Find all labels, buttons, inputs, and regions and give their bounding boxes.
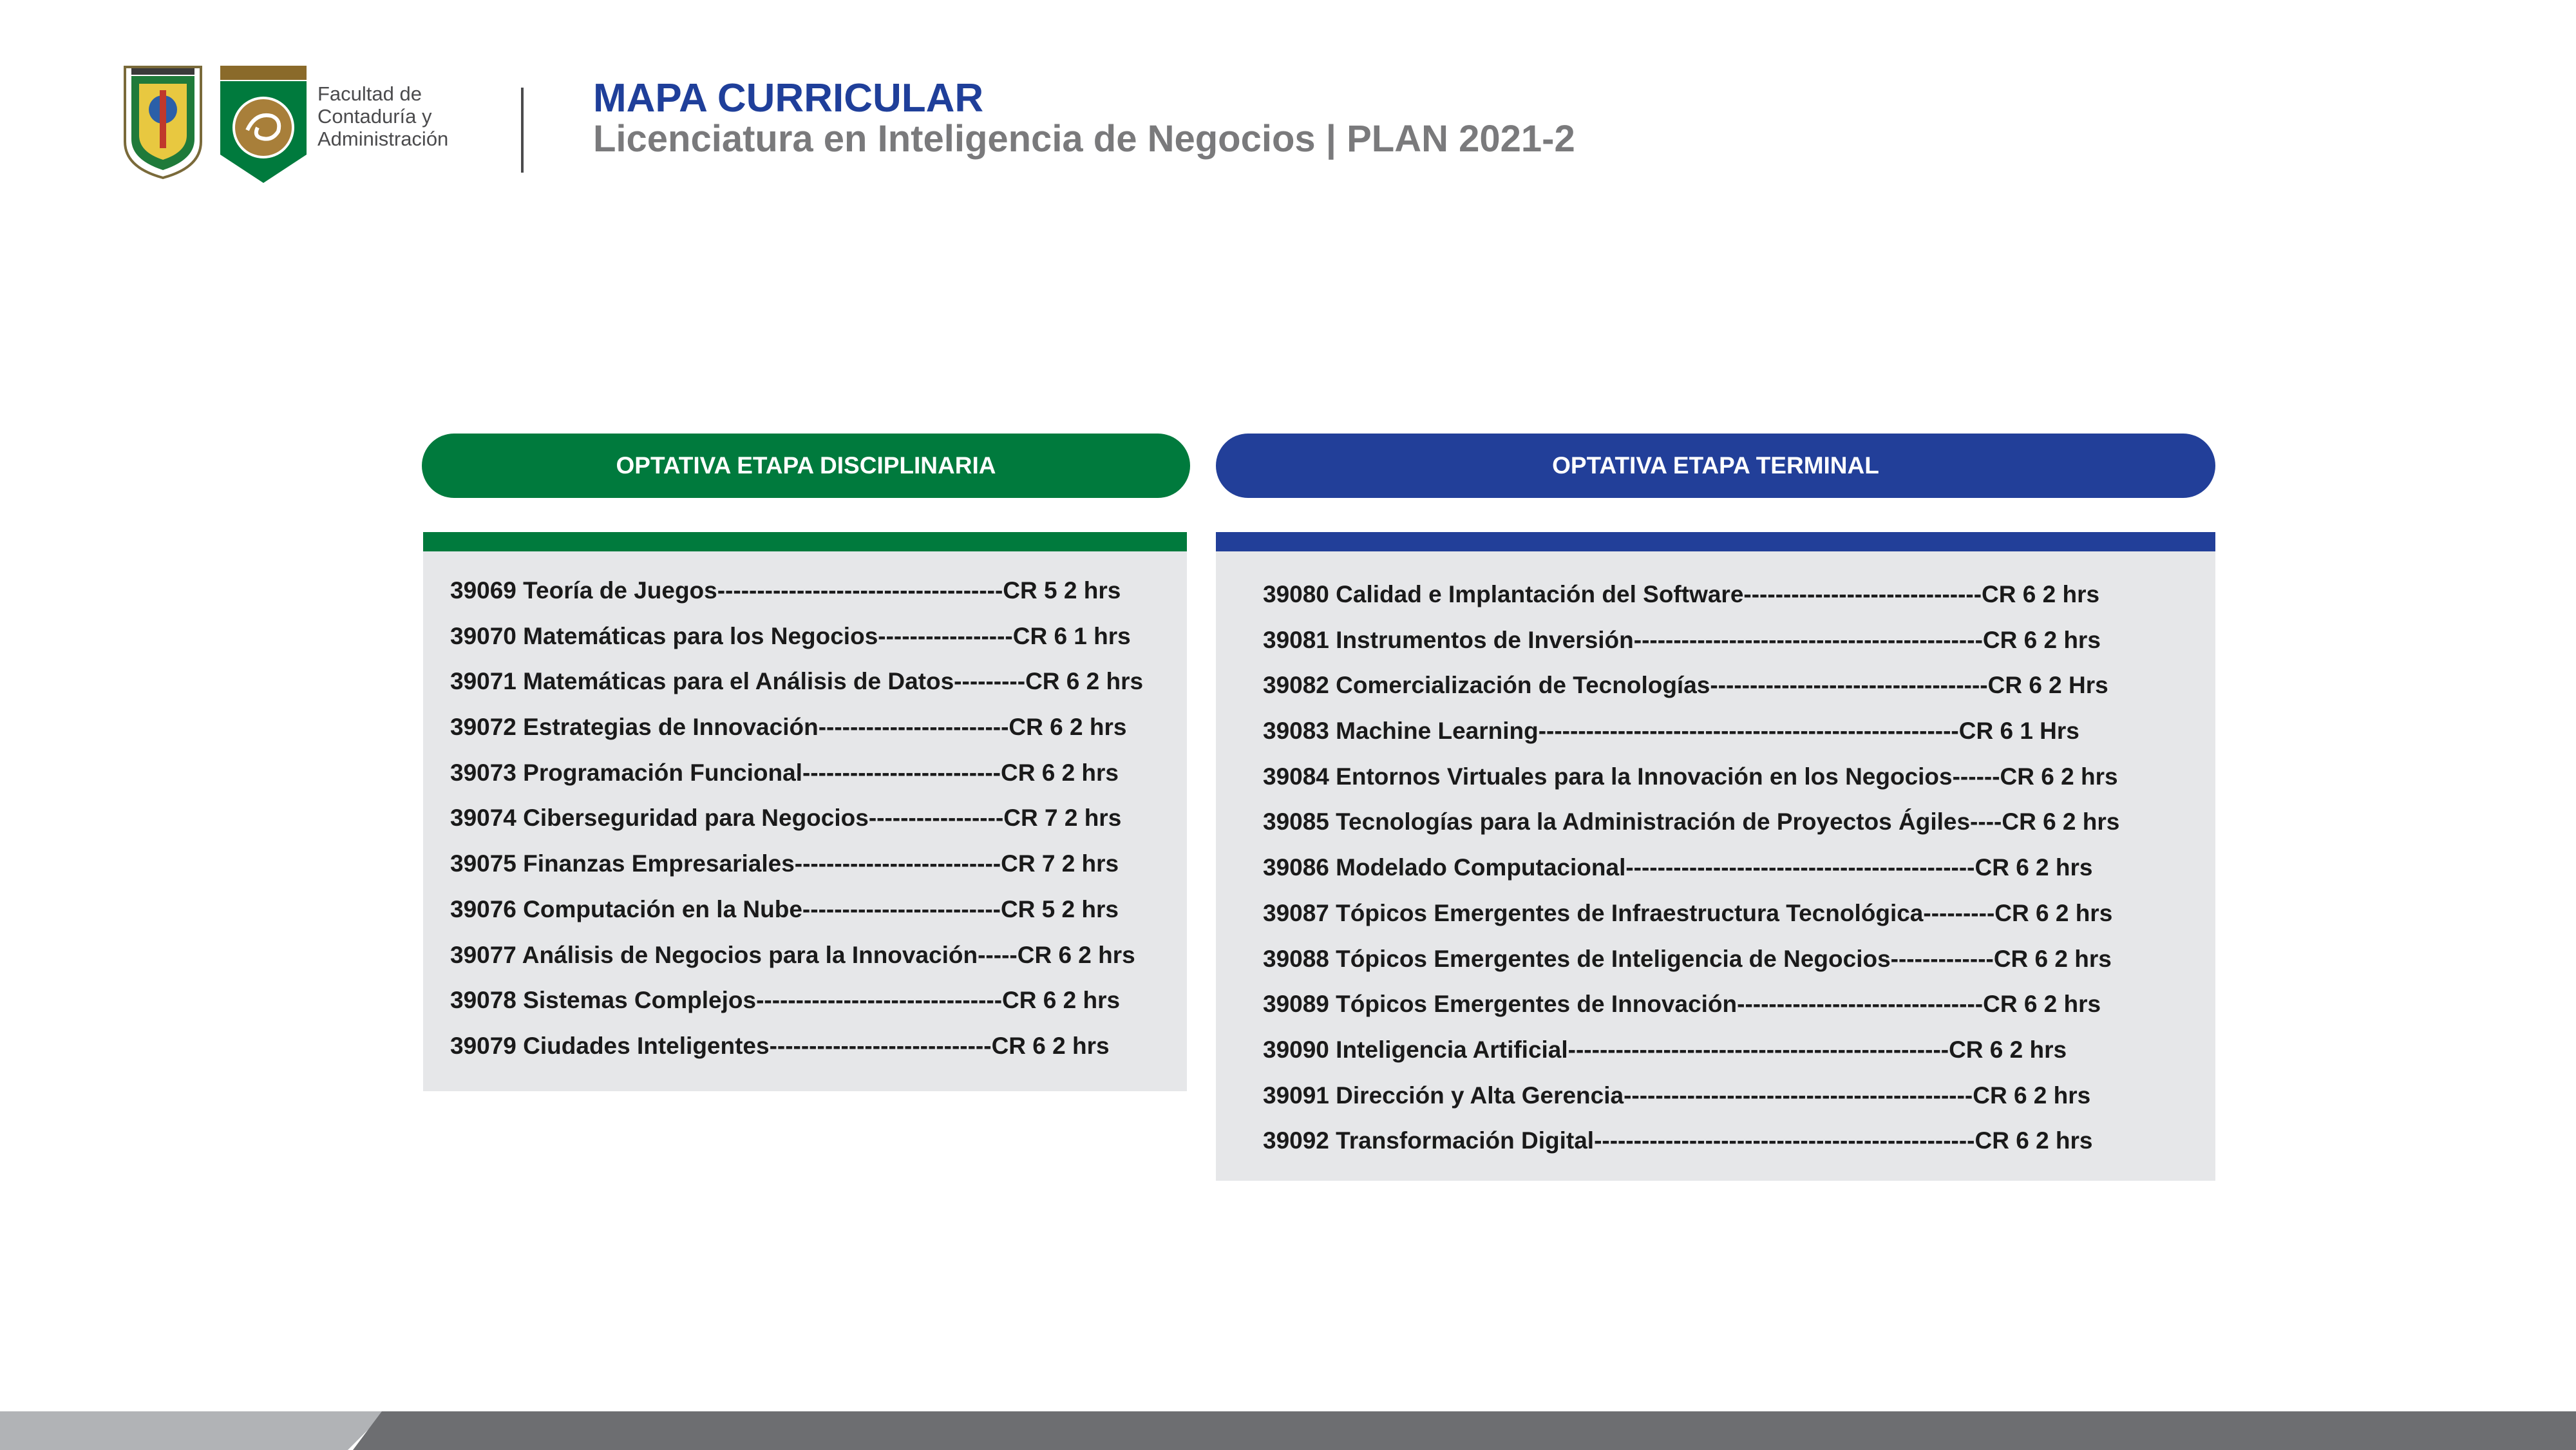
section-header-terminal: OPTATIVA ETAPA TERMINAL (1216, 434, 2215, 498)
course-item: 39078 Sistemas Complejos-------------------------------CR 6 2 hrs (450, 987, 1121, 1014)
footer-band-light (0, 1411, 386, 1450)
course-item: 39080 Calidad e Implantación del Software------------------------------CR 6 2 hrs (1263, 581, 2100, 607)
course-list (1263, 572, 2119, 1164)
course-item: 39083 Machine Learning-----------------------------------------------------CR 6 1 Hrs (1263, 718, 2079, 745)
faculty-name (317, 82, 511, 150)
course-item: 39088 Tópicos Emergentes de Inteligencia de Negocios-------------CR 6 2 hrs (1263, 945, 2112, 972)
course-item: 39069 Teoría de Juegos------------------------------------CR 5 2 hrs (450, 577, 1121, 604)
page-header (0, 0, 2576, 193)
course-item: 39075 Finanzas Empresariales--------------------------CR 7 2 hrs (450, 850, 1119, 877)
page-title: MAPA CURRICULAR (593, 76, 984, 120)
course-item: 39074 Ciberseguridad para Negocios-----------------CR 7 2 hrs (450, 805, 1122, 832)
course-item: 39092 Transformación Digital------------------------------------------------CR 6 2 hrs (1263, 1127, 2093, 1154)
course-panel-terminal (1216, 532, 2215, 1181)
course-item: 39084 Entornos Virtuales para la Innovación en los Negocios------CR 6 2 hrs (1263, 763, 2118, 790)
course-item: 39081 Instrumentos de Inversión--------------------------------------------CR 6 2 hrs (1263, 626, 2101, 653)
faculty-name-line: Facultad de (317, 82, 422, 105)
course-item: 39082 Comercialización de Tecnologías-----------------------------------CR 6 2 Hrs (1263, 672, 2108, 699)
faculty-shield-logo (220, 66, 307, 183)
faculty-name-line: Contaduría y (317, 105, 432, 128)
faculty-name-line: Administración (317, 128, 449, 150)
course-item: 39091 Dirección y Alta Gerencia--------------------------------------------CR 6 2 hrs (1263, 1082, 2091, 1109)
header-divider (521, 88, 524, 173)
course-item: 39070 Matemáticas para los Negocios-----------------CR 6 1 hrs (450, 622, 1131, 649)
university-shield-logo (122, 64, 204, 180)
course-item: 39079 Ciudades Inteligentes----------------------------CR 6 2 hrs (450, 1032, 1110, 1059)
course-item: 39087 Tópicos Emergentes de Infraestructura Tecnológica---------CR 6 2 hrs (1263, 899, 2113, 926)
course-item: 39085 Tecnologías para la Administración de Proyectos Ágiles----CR 6 2 hrs (1263, 808, 2120, 835)
course-item: 39071 Matemáticas para el Análisis de Datos---------CR 6 2 hrs (450, 668, 1144, 695)
section-header-disciplinaria: OPTATIVA ETAPA DISCIPLINARIA (422, 434, 1190, 498)
course-item: 39086 Modelado Computacional--------------------------------------------CR 6 2 hrs (1263, 854, 2093, 881)
course-item: 39072 Estrategias de Innovación------------------------CR 6 2 hrs (450, 714, 1127, 741)
course-item: 39090 Inteligencia Artificial------------------------------------------------CR 6 2 hrs (1263, 1036, 2067, 1063)
course-panel-disciplinaria (423, 532, 1187, 1091)
course-item: 39077 Análisis de Negocios para la Innovación-----CR 6 2 hrs (450, 941, 1135, 968)
course-item: 39089 Tópicos Emergentes de Innovación-------------------------------CR 6 2 hrs (1263, 991, 2101, 1018)
course-list (450, 568, 1143, 1069)
page-subtitle: Licenciatura en Inteligencia de Negocios | PLAN 2021-2 (593, 118, 1575, 160)
course-item: 39076 Computación en la Nube-------------------------CR 5 2 hrs (450, 895, 1119, 922)
course-item: 39073 Programación Funcional-------------------------CR 6 2 hrs (450, 759, 1119, 786)
footer-band-dark (353, 1411, 2576, 1450)
